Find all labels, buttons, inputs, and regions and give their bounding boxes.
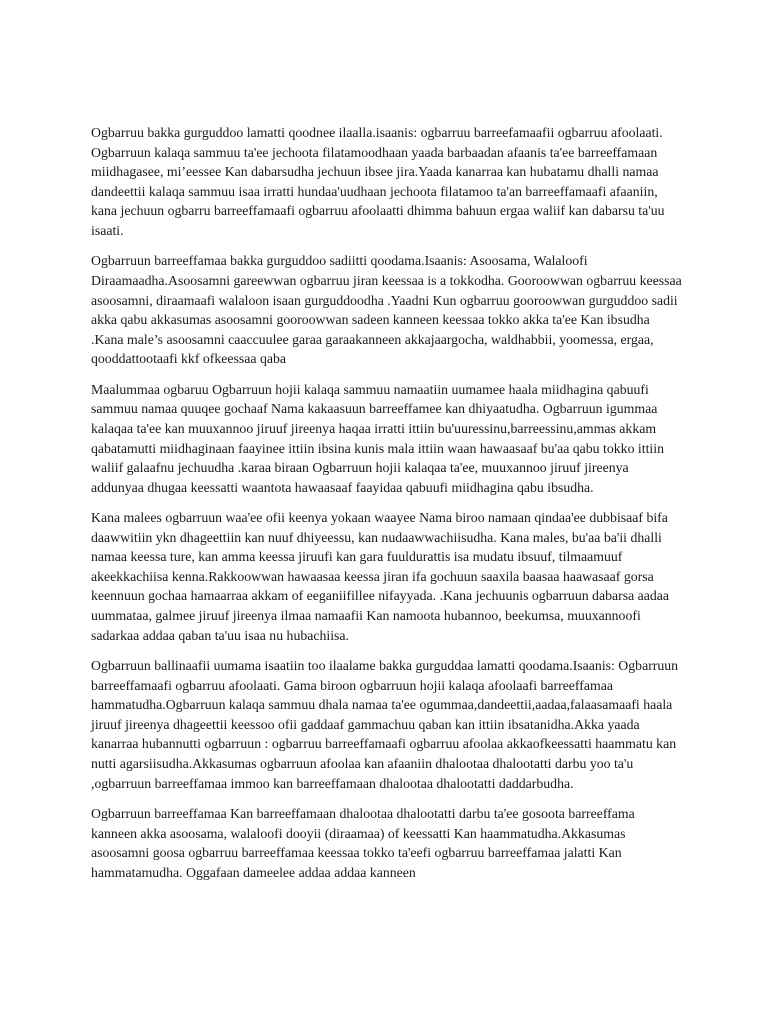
paragraph-1: Ogbarruu bakka gurguddoo lamatti qoodnee ilaalla.isaanis: ogbarruu barreefamaafii ogbarruu afoolaati. Ogbarruun kalaqa sammuu ta'ee jechoota filatamoodhaan yaada barbaadan afaanis ta'ee barreeffamaan miidhagasee, mi’eessee Kan dabarsudha jechuun ibsee jira.Yaada kanarraa kan hubatamu dhalli namaa dandeettii kalaqa sammuu isaa irratti hundaa'uudhaan jechoota filatamoo ta'an barreeffamaafi afaaniin, kana jechuun ogbarru barreeffamaafi ogbarruu afoolaatti dhimma bahuun ergaa waliif kan dabarsu ta'uu isaati. — [91, 125, 670, 238]
paragraph-2: Ogbarruun barreeffamaa bakka gurguddoo sadiitti qoodama.Isaanis: Asoosama, Walaloofi Diraamaadha.Asoosamni gareewwan ogbarruu jiran keessaa is a tokkodha. Gooroowwan ogbarruu keessaa asoosamni, diraamaafi walaloon isaan gurguddoodha .Yaadni Kun ogbarruu gooroowwan gurguddoo sadii akka qabu akkasumas asoosamni gooroowwan sadeen kanneen keessaa tokko akka ta'ee Kan ibsudha .Kana male’s asoosamni caaccuulee garaa garaakanneen akkajaargocha, waldhabbii, yoomessa, ergaa, qooddattootaafi kkf ofkeessaa qaba — [91, 253, 686, 367]
paragraph-3: Maalummaa ogbaruu Ogbarruun hojii kalaqa sammuu namaatiin uumamee haala miidhagina qabuufi sammuu namaa quuqee gochaaf Nama kakaasuun barreeffamee kan dhiyaatudha. Ogbarruun igummaa kalaqaa ta'ee kan muuxannoo jiruuf jireenya haqaa irratti ittiin bu'uuressinu,barreessinu,ammas akkam qabatamutti miidhaginaan faayinee ittiin ibsina kunis mala ittiin waan hawaasaaf bu'aa qabu tokko ittiin waliif galaafnu jechuudha .karaa biraan Ogbarruun hojii kalaqaa ta'ee, muuxannoo jiruuf jireenya addunyaa dhugaa keessatti waantota hawaasaaf faayidaa qabuufi miidhagina qabu ibsudha. — [91, 381, 668, 495]
document-body — [91, 123, 686, 893]
paragraph-6: Ogbarruun barreeffamaa Kan barreeffamaan dhalootaa dhalootatti darbu ta'ee gosoota barreeffama kanneen akka asoosama, walaloofi dooyii (diraamaa) of keessatti Kan haammatudha.Akkasumas asoosamni goosa ogbarruu barreeffamaa keessaa tokko ta'eefi ogbarruu barreeffamaa jalatti Kan hammatamudha. Oggafaan dameelee addaa addaa kanneen — [91, 805, 639, 880]
paragraph-4: Kana malees ogbarruun waa'ee ofii keenya yokaan waayee Nama biroo namaan qindaa'ee dubbisaaf bifa daawwitiin ykn dhageettiin kan nuuf dhiyeessu, kan nudaawwachiisudha. Kana males, bu'aa ba'ii dhalli namaa keessa ture, kan amma keessa jiruufi kan gara fuuldurattis isa mudatu ibsuuf, tilmaamuuf akeekkachiisa kenna.Rakkoowwan hawaasaa keessa jiran ifa gochuun saaxila baasaa haawasaaf gorsa keennuun gochaa hamaarraa akkam of eeganiifillee nifayyada. .Kana jechuunis ogbarruun dabarsa aadaa uummataa, galmee jiruuf jireenya ilmaa namaafii Kan namoota hubannoo, beekumsa, muuxannoofi sadarkaa addaa qaban ta'uu isaa nu hubachiisa. — [91, 510, 673, 643]
paragraph-5: Ogbarruun ballinaafii uumama isaatiin too ilaalame bakka gurguddaa lamatti qoodama.Isaanis: Ogbarruun barreeffamaafi ogbarruu afoolaati. Gama biroon ogbarruun hojii kalaqa afoolaafi barreeffamaa hammatudha.Ogbarruun kalaqa sammuu dhala namaa ta'ee ogummaa,dandeettii,aadaa,falaasamaafi haala jiruuf jireenya dhageettii keessoo ofii gaddaaf gammachuu qaban kan ittiin ibsatanidha.Akka yaada kanarraa hubannutti ogbarruun : ogbarruu barreeffamaafi ogbarruu afoolaa akkaofkeessatti haammatu kan nutti agarsiisudha.Akkasumas ogbarruun afoolaa kan afaaniin dhalootaa dhalootatti darbu yoo ta'u ,ogbarruun barreeffamaa immoo kan barreeffamaan dhalootaa dhalootatti daddarbudha. — [91, 658, 682, 791]
